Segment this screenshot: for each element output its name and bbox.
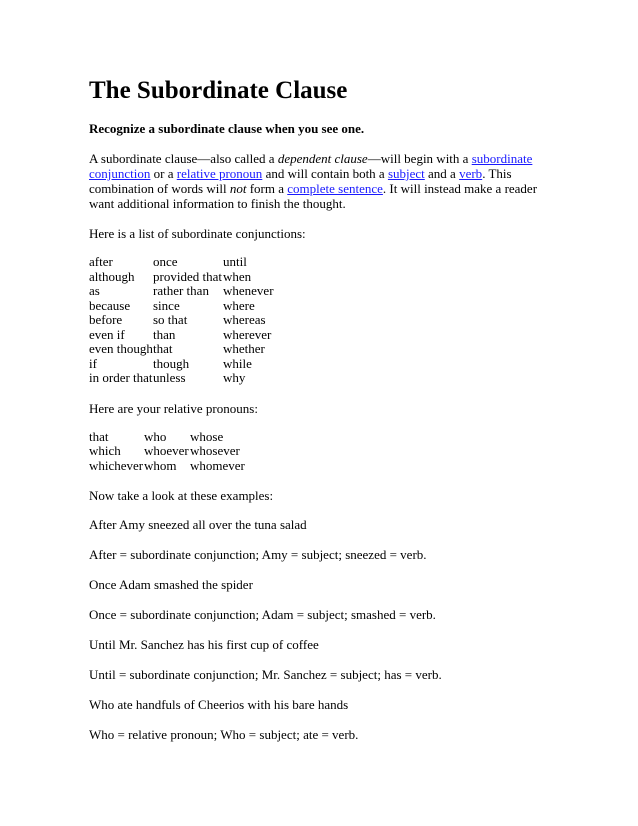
table-cell: until: [223, 254, 247, 269]
example-line: After = subordinate conjunction; Amy = subject; sneezed = verb.: [89, 547, 427, 562]
table-cell: which: [89, 443, 121, 458]
intro-emphasis: dependent clause: [277, 151, 368, 166]
example-line: Once Adam smashed the spider: [89, 577, 253, 592]
table-cell: whoever: [144, 443, 189, 458]
table-cell: whenever: [223, 283, 274, 298]
intro-text: form a: [246, 181, 288, 196]
table-cell: whose: [190, 428, 224, 444]
table-cell: as: [89, 283, 100, 298]
document-page: [89, 76, 559, 742]
table-cell: though: [153, 355, 190, 371]
table-row: [89, 255, 274, 270]
table-cell: although: [89, 268, 135, 284]
table-cell: whosever: [190, 443, 240, 458]
table-row: [89, 444, 245, 459]
subordinate-conjunction-link[interactable]: subordinate conjunction: [89, 151, 533, 181]
relative-pronouns-heading: Here are your relative pronouns:: [89, 400, 258, 416]
conjunctions-table: [89, 255, 274, 386]
example-line: After Amy sneezed all over the tuna salad: [89, 517, 307, 532]
intro-text: and a: [424, 166, 460, 181]
table-row: [89, 284, 274, 299]
example-line: Who = relative pronoun; Who = subject; ate = verb.: [89, 727, 359, 742]
table-row: [89, 299, 274, 314]
table-cell: whichever: [89, 457, 144, 473]
table-cell: that: [153, 341, 173, 356]
table-cell: why: [223, 370, 246, 385]
intro-text: . It will instead make a reader want additional information to finish the thought.: [89, 181, 538, 211]
intro-text: or a: [150, 166, 177, 181]
intro-text: —will begin with a: [367, 151, 472, 166]
table-row: [89, 342, 274, 357]
table-cell: in order that: [89, 370, 153, 385]
table-cell: whether: [223, 341, 265, 356]
intro-text: and will contain both a: [262, 166, 388, 181]
page-subtitle: Recognize a subordinate clause when you see one.: [89, 121, 365, 136]
table-cell: because: [89, 297, 131, 313]
subject-link[interactable]: subject: [387, 166, 425, 181]
page-title: The Subordinate Clause: [89, 77, 348, 104]
table-cell: once: [153, 254, 178, 269]
intro-text: A subordinate clause—also called a: [89, 151, 278, 166]
example-line: Until Mr. Sanchez has his first cup of coffee: [89, 637, 319, 652]
examples-heading: Now take a look at these examples:: [89, 488, 274, 503]
table-row: [89, 313, 274, 328]
table-cell: while: [223, 355, 252, 371]
relative-pronouns-table: [89, 430, 245, 474]
table-cell: before: [89, 312, 123, 327]
table-cell: provided that: [153, 268, 222, 284]
table-cell: whereas: [223, 312, 266, 327]
table-row: [89, 270, 274, 285]
table-row: [89, 357, 274, 372]
table-cell: if: [89, 355, 97, 371]
table-cell: who: [144, 428, 167, 444]
table-cell: whom: [144, 457, 177, 473]
intro-paragraph: [89, 151, 559, 211]
conjunctions-heading: Here is a list of subordinate conjunctions:: [89, 226, 306, 241]
example-line: Until = subordinate conjunction; Mr. Sanchez = subject; has = verb.: [89, 667, 442, 682]
table-cell: that: [89, 428, 109, 444]
relative-pronoun-link[interactable]: relative pronoun: [176, 166, 263, 181]
table-cell: after: [89, 254, 113, 269]
table-cell: since: [153, 297, 180, 313]
examples-list: [89, 517, 559, 742]
intro-text: . This combination of words will: [89, 166, 512, 196]
table-cell: than: [153, 326, 176, 342]
table-row: [89, 430, 245, 445]
table-cell: so that: [153, 312, 188, 327]
table-cell: unless: [153, 370, 186, 385]
table-cell: where: [223, 297, 255, 313]
table-cell: whomever: [190, 457, 245, 473]
table-cell: rather than: [153, 283, 209, 298]
example-line: Who ate handfuls of Cheerios with his bare hands: [89, 697, 349, 712]
table-row: [89, 328, 274, 343]
intro-emphasis: not: [229, 181, 247, 196]
example-line: Once = subordinate conjunction; Adam = subject; smashed = verb.: [89, 607, 436, 622]
table-row: [89, 371, 274, 386]
complete-sentence-link[interactable]: complete sentence: [287, 181, 383, 196]
verb-link[interactable]: verb: [459, 166, 483, 181]
table-row: [89, 459, 245, 474]
table-cell: even though: [89, 341, 153, 356]
table-cell: when: [223, 268, 252, 284]
table-cell: wherever: [223, 326, 272, 342]
table-cell: even if: [89, 326, 125, 342]
